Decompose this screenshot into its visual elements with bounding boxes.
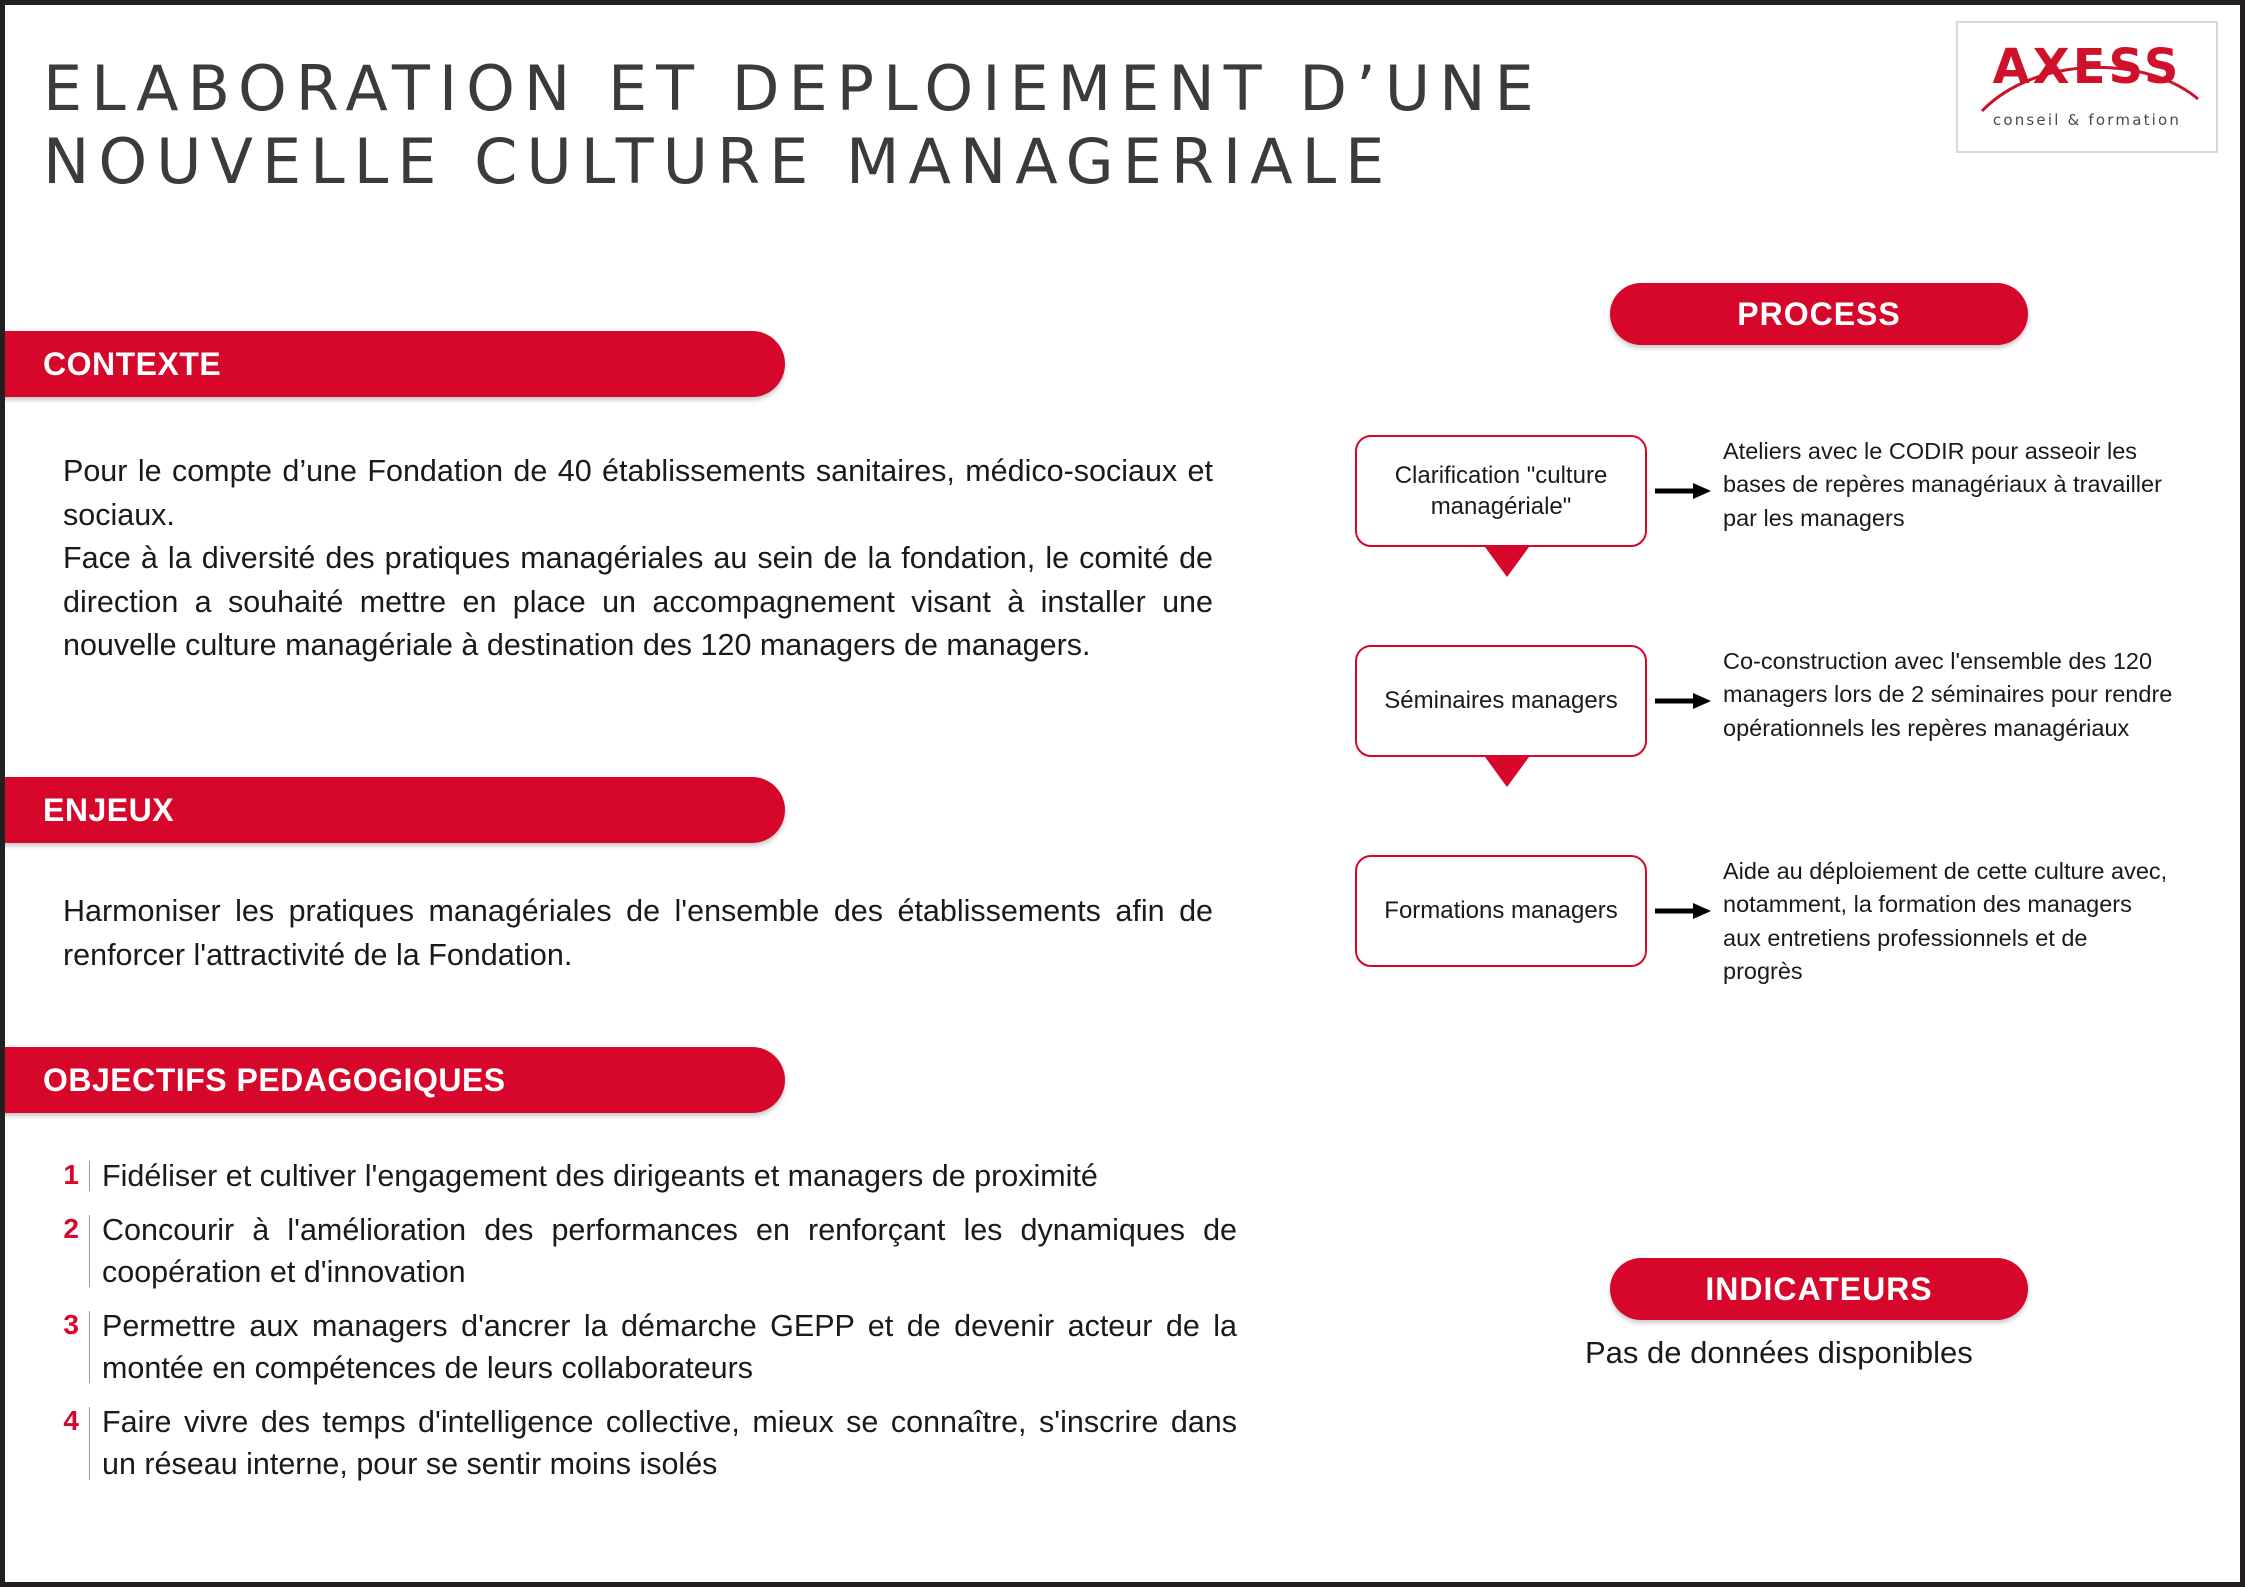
flow-right-arrow-icon bbox=[1655, 903, 1711, 919]
list-item-divider bbox=[89, 1311, 90, 1383]
section-header-indicateurs bbox=[1610, 1258, 2028, 1320]
list-item-text: Faire vivre des temps d'intelligence collective, mieux se connaître, s'inscrire dans un réseau interne, pour se sentir moins isolés bbox=[102, 1405, 1237, 1482]
list-item-number: 4 bbox=[63, 1405, 79, 1437]
logo-wordmark: AXESS bbox=[1992, 39, 2182, 95]
section-header-enjeux-label: ENJEUX bbox=[43, 791, 175, 828]
section-header-contexte bbox=[0, 331, 785, 397]
enjeux-text bbox=[63, 890, 1213, 977]
section-header-process-label: PROCESS bbox=[1737, 295, 1901, 332]
process-step-2-label: Séminaires managers bbox=[1384, 687, 1618, 715]
page-title-line-2: NOUVELLE CULTURE MANAGERIALE bbox=[43, 124, 1394, 198]
list-item bbox=[57, 1155, 1237, 1197]
process-step-2-box bbox=[1355, 645, 1647, 757]
list-item bbox=[57, 1305, 1237, 1389]
section-header-enjeux bbox=[0, 777, 785, 843]
list-item-text: Concourir à l'amélioration des performances en renforçant les dynamiques de coopération et d'innovation bbox=[102, 1213, 1237, 1290]
process-step-3-label: Formations managers bbox=[1384, 897, 1618, 925]
process-step-1 bbox=[1355, 435, 2185, 585]
flow-right-arrow-icon bbox=[1655, 483, 1711, 499]
indicateurs-text: Pas de données disponibles bbox=[1585, 1335, 1973, 1370]
enjeux-paragraph-1: Harmoniser les pratiques managériales de l'ensemble des établissements afin de renforcer l'attractivité de la Fondation. bbox=[63, 894, 1213, 972]
page-title bbox=[43, 53, 1803, 198]
list-item-number: 2 bbox=[63, 1213, 79, 1245]
list-item-text: Fidéliser et cultiver l'engagement des dirigeants et managers de proximité bbox=[102, 1159, 1098, 1193]
process-step-2-description: Co-construction avec l'ensemble des 120 managers lors de 2 séminaires pour rendre opérationnels les repères managériaux bbox=[1723, 648, 2173, 741]
process-flow bbox=[1355, 435, 2185, 1065]
axess-logo bbox=[1956, 21, 2218, 153]
objectifs-list bbox=[57, 1155, 1237, 1498]
process-step-1-description: Ateliers avec le CODIR pour asseoir les bases de repères managériaux à travailler par les managers bbox=[1723, 438, 2162, 531]
list-item bbox=[57, 1209, 1237, 1293]
page-title-line-1: ELABORATION ET DEPLOIEMENT D’UNE bbox=[43, 52, 1543, 125]
contexte-paragraph-1: Pour le compte d’une Fondation de 40 établissements sanitaires, médico-sociaux et sociaux. bbox=[63, 454, 1213, 532]
logo-tagline: conseil & formation bbox=[1992, 111, 2182, 129]
list-item-text: Permettre aux managers d'ancrer la démarche GEPP et de devenir acteur de la montée en compétences de leurs collaborateurs bbox=[102, 1309, 1237, 1386]
process-step-3-box bbox=[1355, 855, 1647, 967]
flow-right-arrow-icon bbox=[1655, 693, 1711, 709]
process-step-2 bbox=[1355, 645, 2185, 795]
process-step-1-box bbox=[1355, 435, 1647, 547]
flow-down-arrow-icon bbox=[1485, 547, 1529, 577]
contexte-text bbox=[63, 450, 1213, 668]
section-header-contexte-label: CONTEXTE bbox=[43, 345, 222, 382]
process-step-3 bbox=[1355, 855, 2185, 1005]
list-item-divider bbox=[89, 1215, 90, 1287]
section-header-objectifs bbox=[0, 1047, 785, 1113]
list-item-number: 3 bbox=[63, 1309, 79, 1341]
list-item bbox=[57, 1401, 1237, 1485]
section-header-objectifs-label: OBJECTIFS PEDAGOGIQUES bbox=[43, 1061, 506, 1098]
section-header-indicateurs-label: INDICATEURS bbox=[1705, 1270, 1933, 1307]
list-item-number: 1 bbox=[63, 1159, 79, 1190]
list-item-divider bbox=[89, 1161, 90, 1191]
list-item-divider bbox=[89, 1407, 90, 1479]
section-header-process bbox=[1610, 283, 2028, 345]
flow-down-arrow-icon bbox=[1485, 757, 1529, 787]
process-step-3-description: Aide au déploiement de cette culture avec, notamment, la formation des managers aux entretiens professionnels et de progrès bbox=[1723, 858, 2168, 985]
contexte-paragraph-2: Face à la diversité des pratiques managériales au sein de la fondation, le comité de direction a souhaité mettre en place un accompagnement visant à installer une nouvelle culture managériale à destination des 120 managers de managers. bbox=[63, 541, 1213, 663]
process-step-1-label: Clarification "culture managériale" bbox=[1394, 461, 1608, 520]
